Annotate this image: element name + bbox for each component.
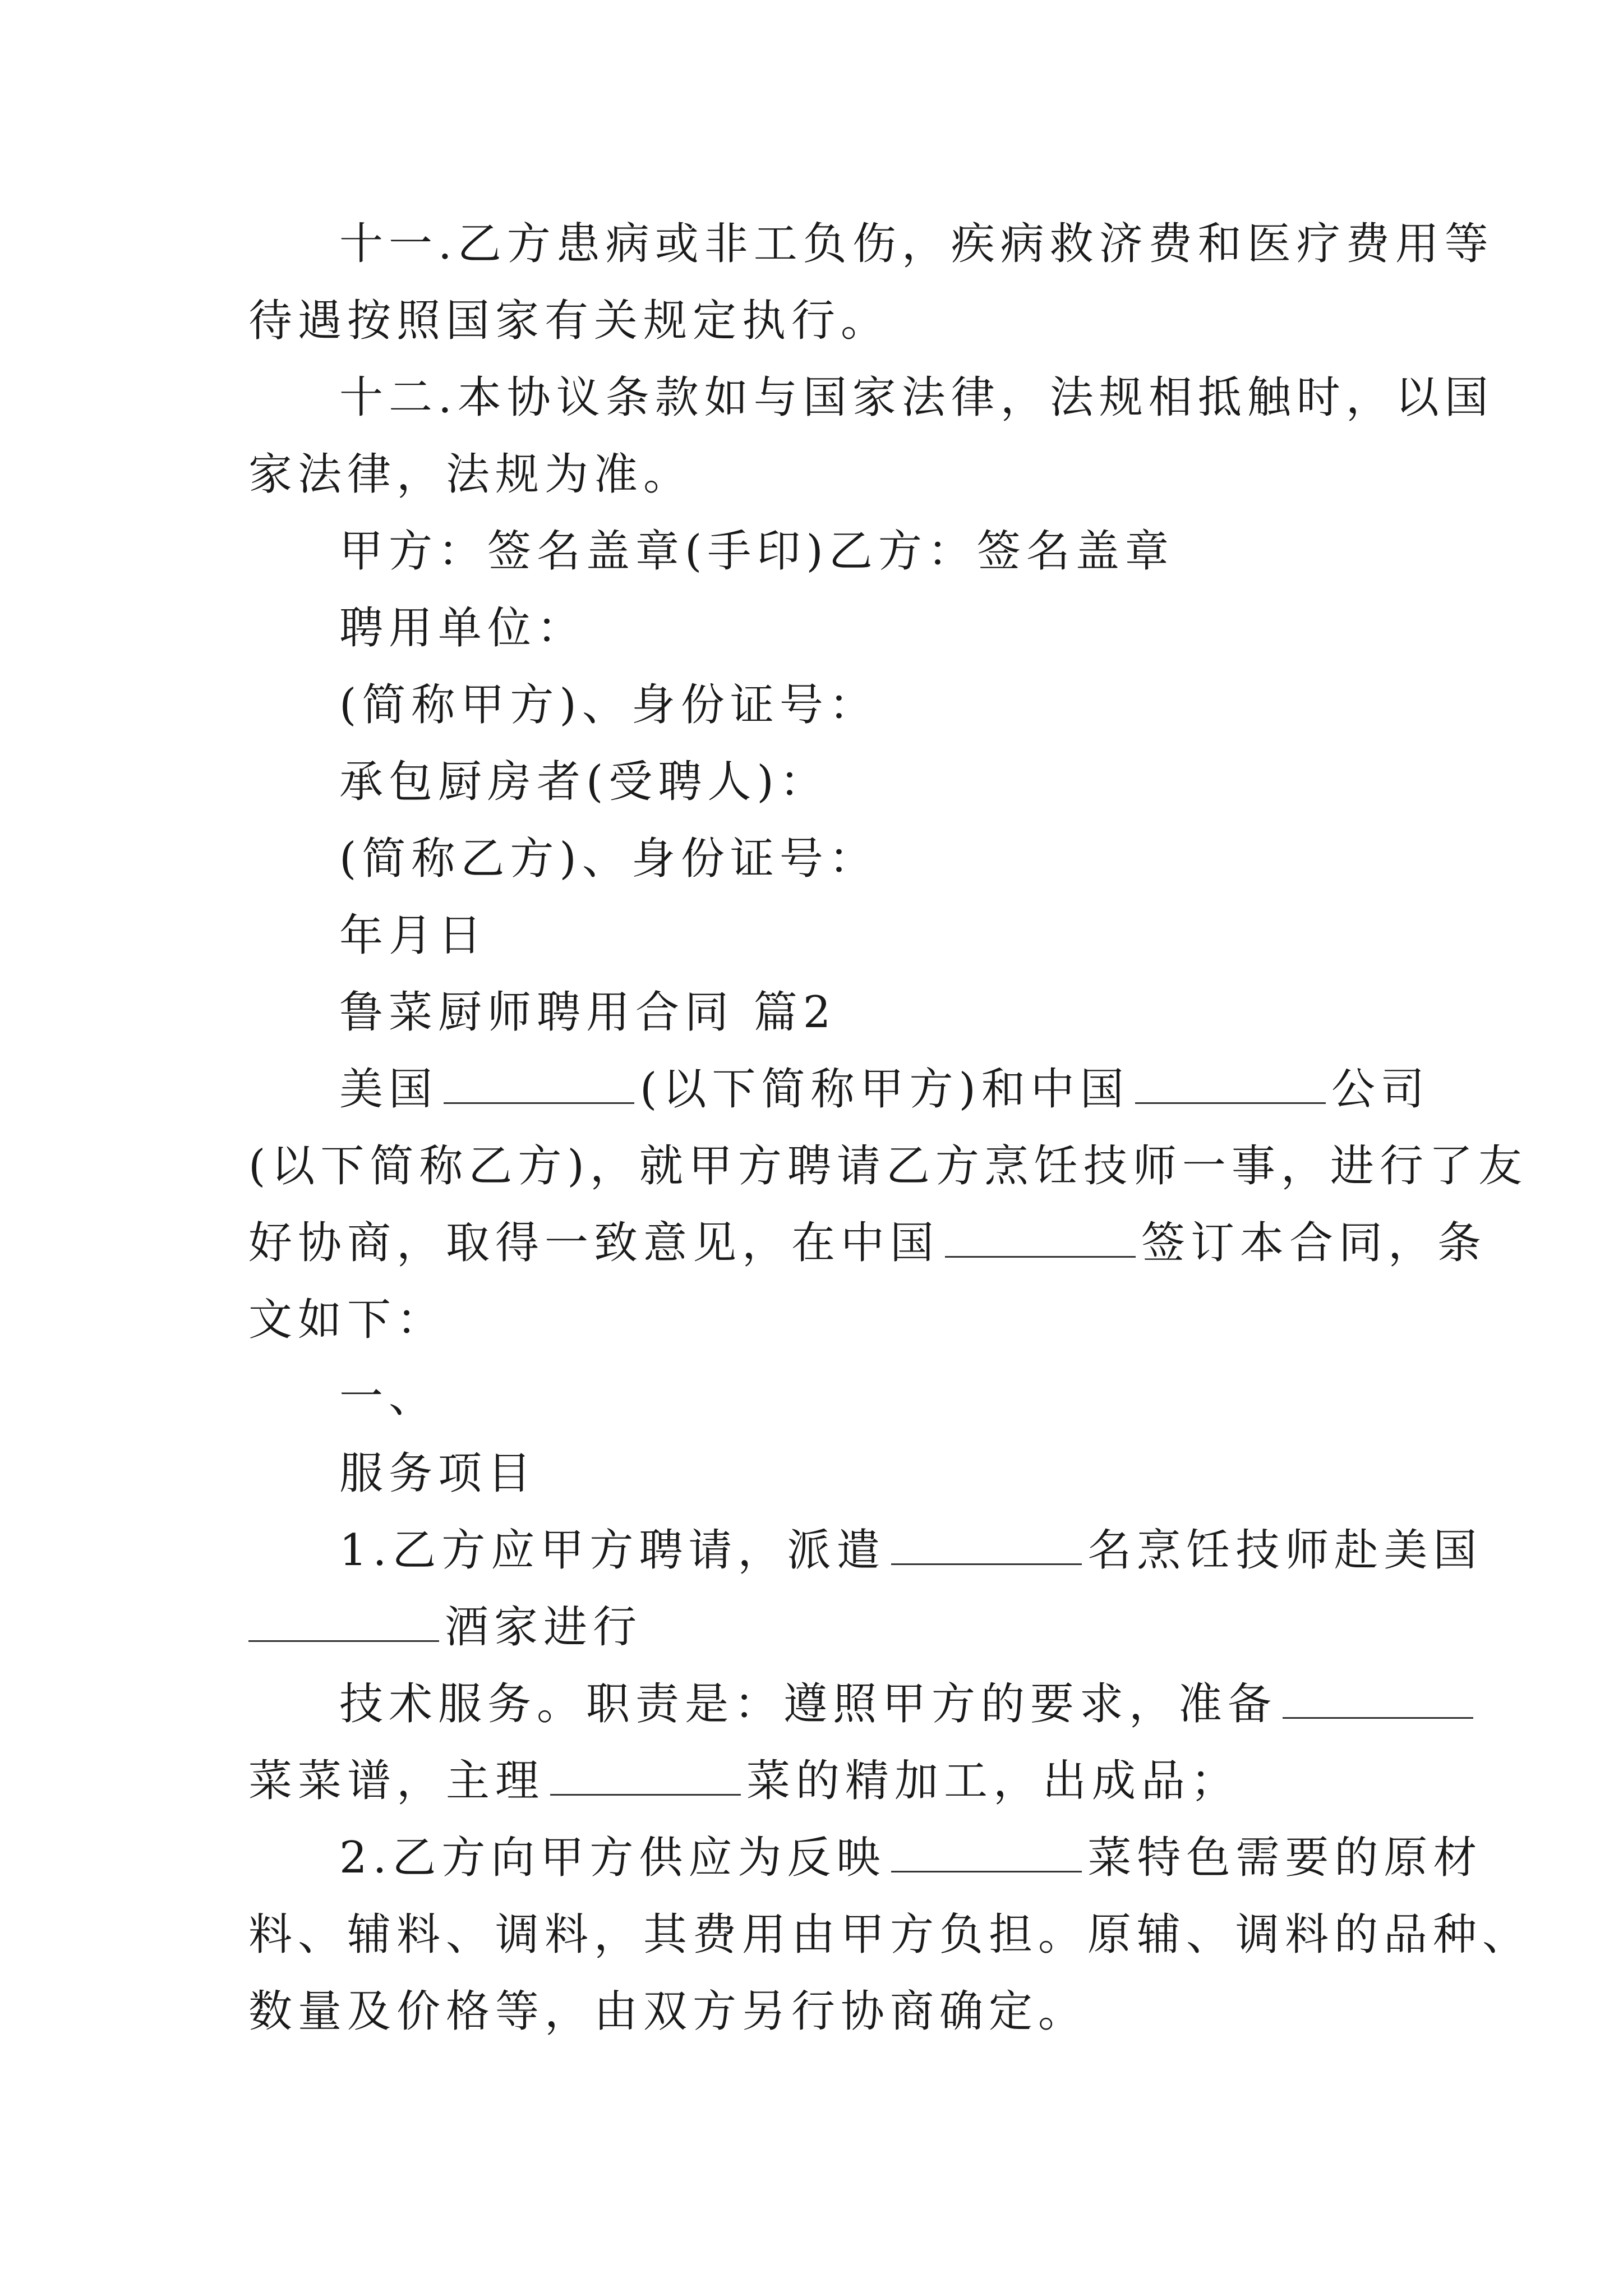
item-1-line-4: 菜菜谱，主理 菜的精加工，出成品；	[248, 1756, 1241, 1806]
article-number: 一、	[339, 1372, 439, 1422]
clause-12-line-1: 十二.本协议条款如与国家法律，法规相抵触时，以国	[339, 372, 1494, 423]
item-2-line-2: 料、辅料、调料，其费用由甲方负担。原辅、调料的品种、	[248, 1910, 1532, 1960]
preamble-line-2: (以下简称乙方)，就甲方聘请乙方烹饪技师一事，进行了友	[248, 1141, 1528, 1191]
article-heading: 服务项目	[339, 1448, 537, 1499]
item-1-line-1: 1.乙方应甲方聘请，派遣 名烹饪技师赴美国	[339, 1525, 1483, 1576]
item-1-line-3: 技术服务。职责是：遵照甲方的要求，准备	[339, 1676, 1479, 1732]
signature-line: 甲方：签名盖章(手印)乙方：签名盖章	[339, 526, 1174, 577]
preamble-line-1: 美国 (以下简称甲方)和中国 公司	[339, 1064, 1430, 1115]
preamble-line-4: 文如下：	[248, 1295, 446, 1345]
fill-in-blank	[248, 1601, 439, 1642]
item-2-line-1: 2.乙方向甲方供应为反映 菜特色需要的原材	[339, 1833, 1483, 1883]
clause-11-line-1: 十一.乙方患病或非工负伤，疾病救济费和医疗费用等	[339, 219, 1494, 269]
date-line: 年月日	[339, 910, 488, 961]
contractor-label: 承包厨房者(受聘人)：	[339, 757, 829, 807]
fill-in-blank	[945, 1217, 1136, 1258]
party-a-id-label: (简称甲方)、身份证号：	[339, 680, 878, 730]
employer-label: 聘用单位：	[339, 603, 587, 654]
item-2-line-3: 数量及价格等，由双方另行协商确定。	[248, 1986, 1088, 2037]
fill-in-blank	[444, 1063, 634, 1104]
fill-in-blank	[1283, 1678, 1473, 1719]
fill-in-blank	[550, 1755, 741, 1796]
fill-in-blank	[891, 1524, 1082, 1565]
section-title: 鲁菜厨师聘用合同 篇2	[339, 987, 837, 1038]
preamble-line-3: 好协商，取得一致意见，在中国 签订本合同，条	[248, 1218, 1487, 1268]
item-1-line-2: 酒家进行	[248, 1599, 642, 1655]
fill-in-blank	[891, 1832, 1082, 1872]
fill-in-blank	[1135, 1063, 1326, 1104]
clause-11-line-2: 待遇按照国家有关规定执行。	[248, 296, 891, 346]
party-b-id-label: (简称乙方)、身份证号：	[339, 834, 878, 884]
clause-12-line-2: 家法律，法规为准。	[248, 449, 693, 500]
